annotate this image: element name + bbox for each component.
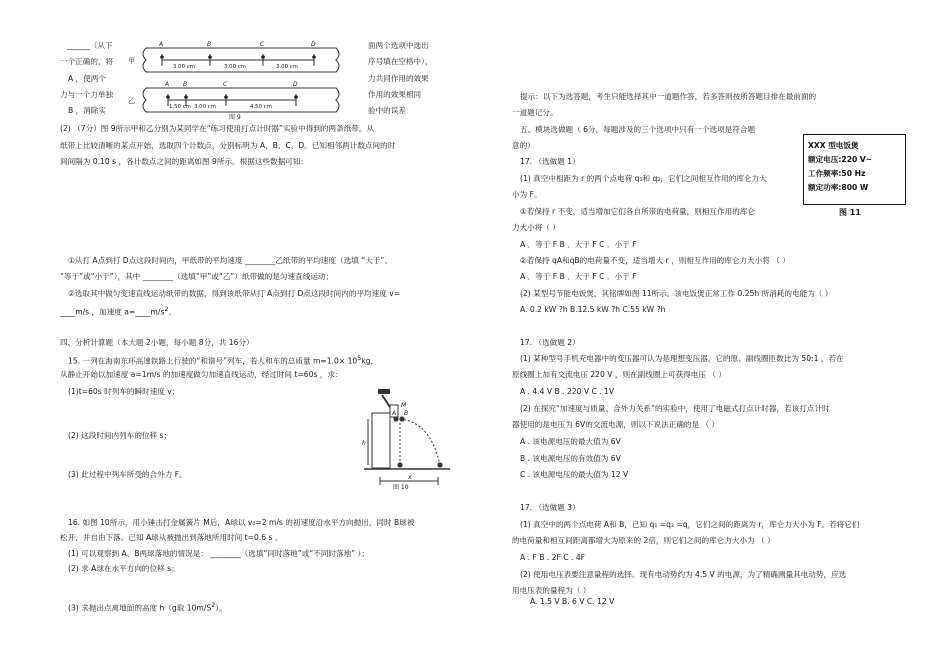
nameplate-frequency: 工作频率:50 Hz <box>808 169 866 178</box>
q17-opt1-choices-2: A ．等于 F B ．大于 F C ．小于 F <box>520 272 637 281</box>
q15-exponent: 5 <box>357 354 362 362</box>
figure-9-tapes <box>126 40 366 120</box>
tape2-label-a: A <box>165 81 170 88</box>
figure-9-caption: 图 9 <box>229 114 241 120</box>
rice-cooker-nameplate <box>803 134 906 205</box>
q17-opt2-choice-a: A . 该电源电压的最大值为 6V <box>520 437 621 446</box>
q17-opt3-title: 17. （选做题 3） <box>520 503 580 512</box>
q2-part2-text: ____m/s ，加速度 a=____m/s <box>60 307 165 317</box>
q2-line-3: 间间隔为 0.10 s ，各计数点之间的距离如图 9所示。根据这些数据可知： <box>60 157 308 166</box>
tape2-dist-bc: 3.00 cm <box>194 104 216 110</box>
q16-part3-superscript: 2 <box>211 601 216 609</box>
q17-opt2-line-1: (1) 某种型号手机充电器中的变压器可认为是理想变压器，它的原、副线圈匝数比为 50:1 ，若在 <box>520 354 844 363</box>
section-4-heading: 四、分析计算题（本大题 2小题，每小题 8分，共 16分） <box>60 338 254 347</box>
q17-opt3-line-4: 用电压表的量程为（ ） <box>512 586 591 595</box>
q16-part1: (1) 可以观察到 A、B两球落地的情况是： ________（选填“同时落地”或“不同时落地” ）； <box>68 549 369 558</box>
q15-part1: (1)t=60s 时列车的瞬时速度 v； <box>68 387 180 396</box>
tape1-dist-bc: 3.00 cm <box>224 64 246 70</box>
q17-opt3-line-2: 的电荷量和相互间距离都增大为原来的 2倍，则它们之间的库仑力大小为 （ ） <box>512 536 775 545</box>
tape2-yi-label: 乙 <box>128 97 135 105</box>
q1-right-5: 验中的误差 <box>368 106 406 115</box>
q17-opt3-choices-2: A. 1.5 V B. 6 V C. 12 V <box>530 597 615 606</box>
section-5-heading-2: 意的） <box>512 141 535 150</box>
q17-opt2-choices-1: A . 4.4 V B . 220 V C . 1V <box>520 387 615 396</box>
q17-opt1-line-1: (1) 真空中相距为 r 的两个点电荷 q₁和 q₂，它们之间相互作用的库仑力大 <box>520 174 767 183</box>
q17-opt2-choice-b: B . 该电源电压的有效值为 6V <box>520 454 621 463</box>
q1-right-4: 作用的效果相同 <box>368 90 422 99</box>
q2-unit-superscript: 2 <box>164 305 169 313</box>
q17-opt2-choice-c: C . 该电源电压的最大值为 12 V <box>520 470 629 479</box>
q2-part2-end: 。 <box>168 307 177 317</box>
q17-opt1-line-2: 小为 F。 <box>512 190 542 199</box>
q17-opt1-choices-3: A. 0.2 kW ?h B.12.5 kW ?h C.55 kW ?h <box>520 305 666 314</box>
q15-kg: kg， <box>361 356 379 366</box>
q2-part1-line-1: ①从打 A点到打 D点这段时间内，甲纸带的平均速度 ________乙纸带的平均速度（选填 “大于”、 <box>68 256 392 265</box>
tape1-label-b: B <box>207 41 212 48</box>
q16-part3-text: (3) 求抛出点离地面的高度 h（g取 10m/S <box>68 603 212 613</box>
q17-opt2-line-3: (2) 在探究“加速度与质量、合外力关系”的实验中，使用了电磁式打点计时器，若该打点计时 <box>520 404 830 413</box>
tape2-label-b: B <box>183 81 188 88</box>
q17-opt1-line-3: ①若保持 r 不变，适当增加它们各自所带的电荷量，则相互作用的库仑 <box>520 207 755 216</box>
q17-opt1-line-5: ②若保持 qA和qB的电荷量不变，适当增大 r ，则相互作用的库仑力大小将 （ ） <box>520 256 790 265</box>
q15-part2: (2) 这段时间内列车的位移 s； <box>68 431 172 440</box>
q17-opt1-title: 17. （选做题 1） <box>520 157 580 166</box>
q2-line-1: (2) （7分）图 9所示甲和乙分别为某同学在“练习使用打点计时器”实验中得到的两条纸带。从 <box>60 124 375 133</box>
q1-right-1: 面两个选项中选出 <box>368 41 429 50</box>
q17-opt3-line-1: (1) 真空中的两个点电荷 A和 B，已知 q₁ =q₂ =q，它们之间的距离为 r，库仑力大小为 F。若将它们 <box>520 520 860 529</box>
tape1-dist-cd: 3.00 cm <box>276 64 298 70</box>
q17-opt3-choices-1: A . F B . 2F C . 4F <box>520 553 586 562</box>
fig10-label-h: h <box>362 440 366 447</box>
tape1-label-d: D <box>311 41 316 48</box>
q1-option-b: B ，消除实 <box>68 106 106 115</box>
nameplate-title: XXX 型电饭煲 <box>808 141 859 150</box>
q15-part3: (3) 此过程中列车所受的合外力 F。 <box>68 470 187 479</box>
hint-line-1: 提示：以下为选答题，考生只能选择其中一道题作答，若多答则按所答题目排在最前面的 <box>520 92 817 101</box>
tape2-dist-cd: 4.50 cm <box>250 104 272 110</box>
tape1-jia-label: 甲 <box>128 57 135 65</box>
q17-opt1-line-4: 力大小将（ ） <box>512 223 560 232</box>
tape2-label-d: D <box>293 81 298 88</box>
tape1-label-c: C <box>260 41 265 48</box>
fig10-label-m: M <box>401 402 407 409</box>
tape2-dist-ab: 1.50 cm <box>169 104 191 110</box>
tape2-label-c: C <box>223 81 228 88</box>
q16-part3 <box>68 601 227 613</box>
q16-line-1: 16. 如图 10所示，用小锤击打金属簧片 M后，A球以 v₀=2 m/s 的初速度沿水平方向抛出，同时 B球被 <box>68 518 415 527</box>
q1-right-2: 序号填在空格中）， <box>368 57 433 66</box>
nameplate-power: 额定功率:800 W <box>808 183 869 192</box>
nameplate-voltage: 额定电压:220 V~ <box>808 155 873 164</box>
fig10-label-a: A <box>392 410 397 417</box>
q17-opt2-line-2: 原线圈上加有交流电压 220 V ，则在副线圈上可获得电压 （ ） <box>512 370 727 379</box>
fig10-label-b: B <box>404 410 409 417</box>
q16-part3-end: ）。 <box>215 603 227 613</box>
q17-opt1-line-6: (2) 某型号节能电饭煲，其铭牌如图 11所示。该电饭煲正常工作 0.25h 所消耗的电能为（ ） <box>520 289 833 298</box>
q17-opt1-choices-1: A ．等于 F B ．大于 F C ．小于 F <box>520 240 637 249</box>
q17-opt3-line-3: (2) 使用电压表要注意量程的选择。现有电动势约为 4.5 V 的电源，为了精确测量其电动势，应选 <box>520 570 847 579</box>
q2-part1-line-2: “等于”或“小于”），其中 ________（选填“甲”或“乙”）纸带做的是匀速直线运动； <box>60 272 334 281</box>
section-5-heading-1: 五、模块选做题（ 6分，每题涉及的三个选项中只有一个选项是符合题 <box>520 125 756 134</box>
q17-opt2-line-4: 器使用的是电压为 6V的交流电源，则以下说法正确的是 （ ） <box>512 420 720 429</box>
figure-10-projectile <box>360 385 455 490</box>
figure-11-caption: 图 11 <box>839 208 861 217</box>
q15-text-1: 15. 一列在海南东环高速铁路上行驶的“和谐号”列车，若人和车的总质量 m=1.0× 10 <box>68 356 358 366</box>
q1-line-1: ______（从下 <box>67 41 113 50</box>
q15-line-1 <box>68 354 378 366</box>
fig10-label-x: x <box>408 474 412 481</box>
q2-part2-line-1: ②选取其中做匀变速直线运动纸带的数据，得到该纸带从打 A点到打 D点这段时间内的平均速度 v= <box>68 289 401 298</box>
q16-part2: (2) 求 A球在水平方向的位移 s； <box>68 564 179 573</box>
q1-option-a: A ，使两个 <box>68 74 106 83</box>
q1-right-3: 力共同作用的效果 <box>368 74 429 83</box>
q2-line-2: 纸带上比较清晰的某点开始，选取四个计数点，分别标明为 A、B、C、D。已知相邻两计数点间的时 <box>60 141 396 150</box>
q2-part2-line-2 <box>60 305 176 317</box>
figure-10-caption: 图 10 <box>393 484 409 490</box>
hint-line-2: 一道题记分。 <box>512 108 558 117</box>
q1-line-4: 力与一个力单独 <box>60 90 114 99</box>
q16-line-2: 松开，并自由下落。已知 A球从被抛出到落地所用时间 t=0.6 s 。 <box>60 533 283 542</box>
q1-line-2: 一个正确的，将 <box>60 57 114 66</box>
q17-opt2-title: 17. （选做题 2） <box>520 338 580 347</box>
q15-line-2: 从静止开始以加速度 a=1m/s 的加速度做匀加速直线运动，经过时间 t=60s ，求： <box>60 370 343 379</box>
tape1-label-a: A <box>159 41 164 48</box>
tape1-dist-ab: 3.00 cm <box>173 64 195 70</box>
